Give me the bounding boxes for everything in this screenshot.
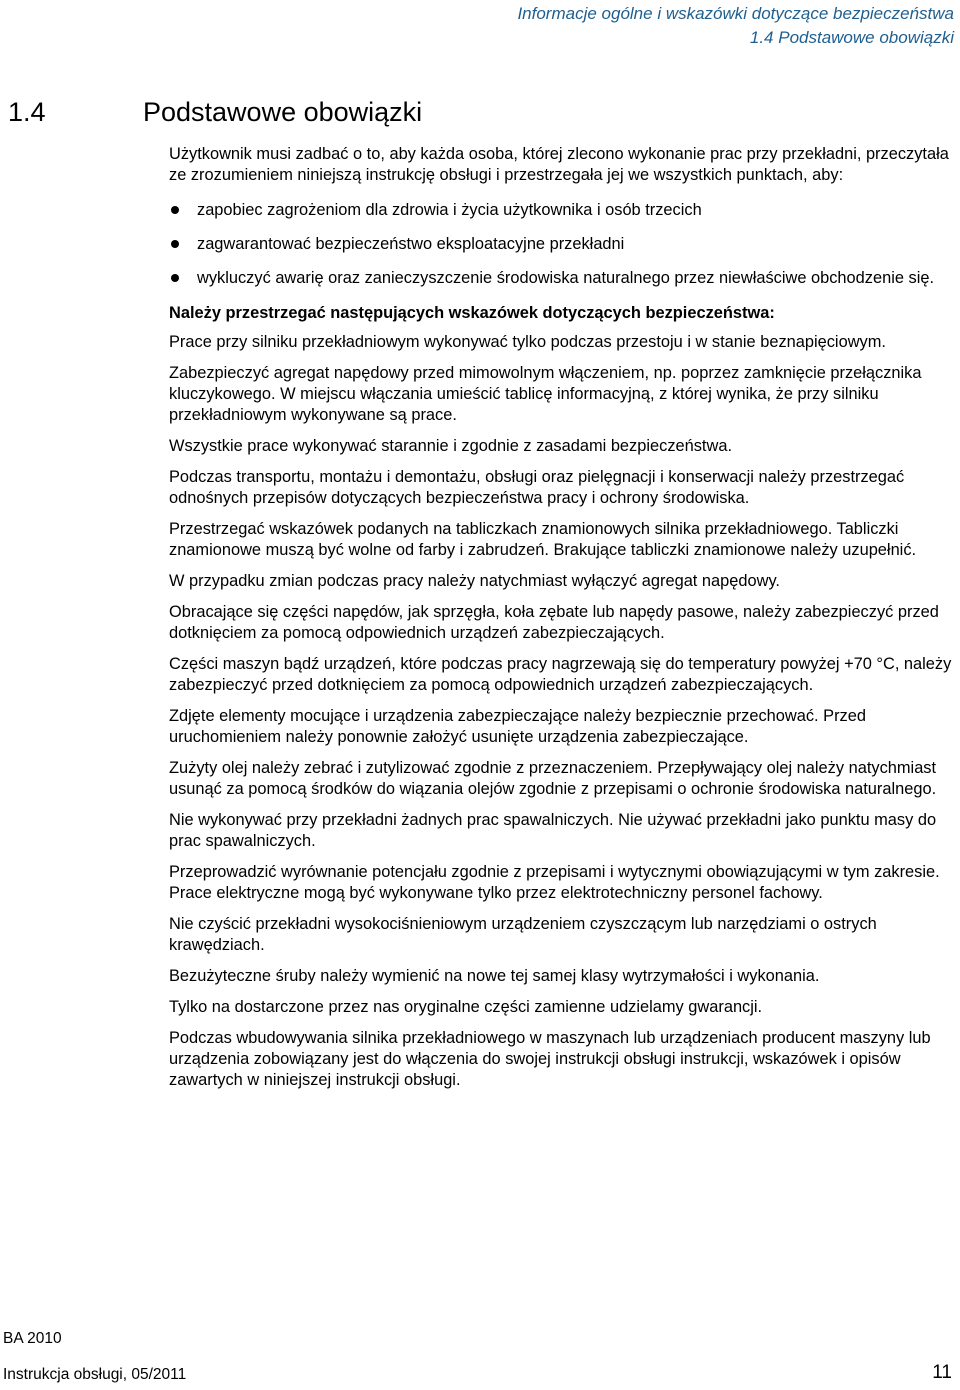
paragraph: Podczas transportu, montażu i demontażu, obsługi oraz pielęgnacji i konserwacji należy przestrzegać odnośnych przepisów dotyczących bezpieczeństwa pracy i ochrony środowiska. [169,468,905,507]
section-number: 1.4 [8,97,46,127]
paragraph: Przestrzegać wskazówek podanych na tabliczkach znamionowych silnika przekładniowego. Tabliczki znamionowe muszą być wolne od farby i zabrudzeń. Brakujące tabliczki znamionowe należy uzupełnić. [169,520,917,559]
list-item [169,200,952,221]
bullet-list [169,200,952,289]
paragraph: Obracające się części napędów, jak sprzęgła, koła zębate lub napędy pasowe, należy zabezpieczyć przed dotknięciem za pomocą odpowiednich urządzeń zabezpieczających. [169,603,939,642]
header-section: 1.4 Podstawowe obowiązki [749,28,954,47]
paragraph: Zdjęte elementy mocujące i urządzenia zabezpieczające należy bezpiecznie przechować. Przed uruchomieniem należy ponownie założyć usunięte urządzenia zabezpieczające. [169,707,866,746]
bullet-icon [171,240,179,248]
intro-paragraph: Użytkownik musi zadbać o to, aby każda osoba, której zlecono wykonanie prac przy przekładni, przeczytała ze zrozumieniem niniejszą instrukcję obsługi i przestrzegała jej we wszystkich punktach, aby: [169,145,949,184]
paragraph: Tylko na dostarczone przez nas oryginalne części zamienne udzielamy gwarancji. [169,998,763,1016]
paragraph: Zużyty olej należy zebrać i zutylizować zgodnie z przeznaczeniem. Przepływający olej należy natychmiast usunąć za pomocą środków do wiązania olejów zgodnie z przepisami o ochronie środowiska naturalnego. [169,759,937,798]
paragraph: Nie wykonywać przy przekładni żadnych prac spawalniczych. Nie używać przekładni jako punktu masy do prac spawalniczych. [169,811,937,850]
paragraph: Wszystkie prace wykonywać starannie i zgodnie z zasadami bezpieczeństwa. [169,437,732,455]
list-item [169,268,952,289]
paragraph: W przypadku zmian podczas pracy należy natychmiast wyłączyć agregat napędowy. [169,572,780,590]
paragraph: Podczas wbudowywania silnika przekładniowego w maszynach lub urządzeniach producent maszyny lub urządzenia zobowiązany jest do włączenia do swojej instrukcji obsługi instrukcji, wskazówek i opisów zawartych w niniejszej instrukcji obsługi. [169,1029,931,1089]
section-title [8,95,422,129]
paragraph: Części maszyn bądź urządzeń, które podczas pracy nagrzewają się do temperatury powyżej +70 °C, należy zabezpieczyć przed dotknięciem za pomocą odpowiednich urządzeń zabezpieczających. [169,655,952,694]
manual-edition: Instrukcja obsługi, 05/2011 [3,1366,187,1383]
document-code: BA 2010 [3,1330,62,1347]
paragraph: Przeprowadzić wyrównanie potencjału zgodnie z przepisami i wytycznymi obowiązującymi w tym zakresie. Prace elektryczne mogą być wykonywane tylko przez elektrotechniczny personel fachowy. [169,863,940,902]
page-footer [0,1310,952,1390]
list-item-text: zapobiec zagrożeniom dla zdrowia i życia użytkownika i osób trzecich [197,201,702,219]
safety-subheading: Należy przestrzegać następujących wskazówek dotyczących bezpieczeństwa: [169,304,775,322]
bullet-icon [171,274,179,282]
header-chapter: Informacje ogólne i wskazówki dotyczące bezpieczeństwa [517,4,954,23]
running-header [517,2,954,50]
list-item-text: wykluczyć awarię oraz zanieczyszczenie środowiska naturalnego przez niewłaściwe obchodzenie się. [197,269,935,287]
list-item [169,234,952,255]
page-number: 11 [932,1362,952,1383]
paragraph: Bezużyteczne śruby należy wymienić na nowe tej samej klasy wytrzymałości i wykonania. [169,967,820,985]
main-content [169,144,952,1101]
paragraph: Zabezpieczyć agregat napędowy przed mimowolnym włączeniem, np. poprzez zamknięcie przełącznika kluczykowego. W miejscu włączania umieścić tablicę informacyjną, z której wynika, że przy silniku przekładniowym wykonywane są prace. [169,364,922,424]
paragraph: Prace przy silniku przekładniowym wykonywać tylko podczas przestoju i w stanie beznapięciowym. [169,333,886,351]
section-title-text: Podstawowe obowiązki [143,97,423,127]
paragraph: Nie czyścić przekładni wysokociśnieniowym urządzeniem czyszczącym lub narzędziami o ostrych krawędziach. [169,915,877,954]
list-item-text: zagwarantować bezpieczeństwo eksploatacyjne przekładni [197,235,625,253]
bullet-icon [171,206,179,214]
